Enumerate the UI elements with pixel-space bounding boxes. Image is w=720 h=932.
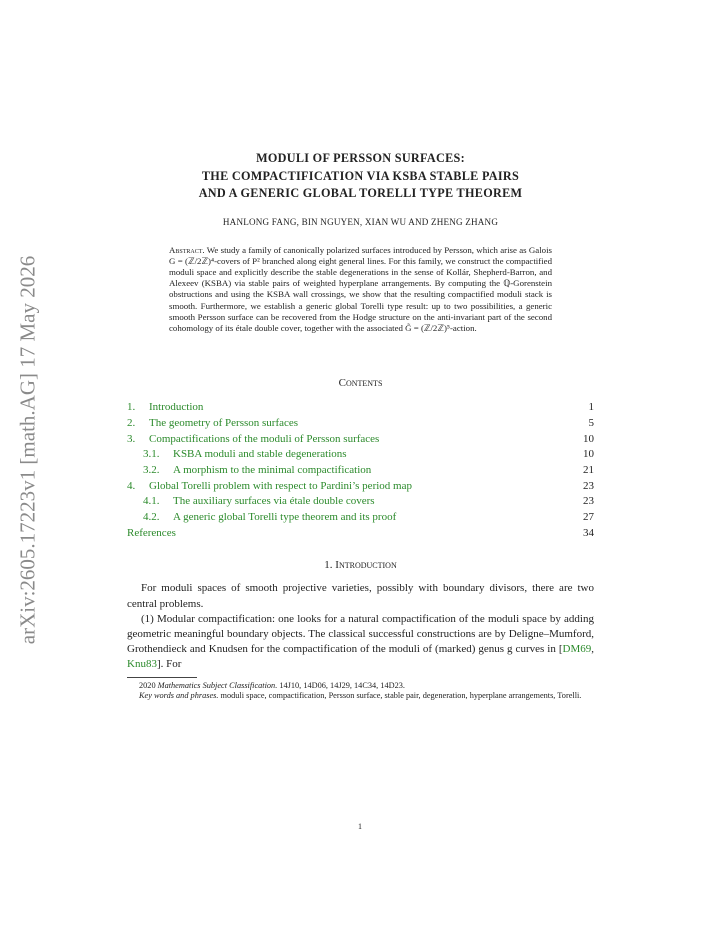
toc-entry-label: The geometry of Persson surfaces [149, 416, 299, 429]
toc-entry[interactable] [127, 416, 594, 432]
toc-entry-page: 5 [588, 416, 594, 429]
abstract [169, 245, 552, 335]
arxiv-identifier-text: arXiv:2605.17223v1 [math.AG] 17 May 2026 [15, 255, 40, 645]
abstract-label: Abstract. [169, 244, 205, 255]
page-number: 1 [358, 822, 362, 831]
toc-entry-title[interactable] [127, 479, 412, 495]
toc-entry-number: 3.2. [143, 463, 160, 476]
toc-entry[interactable] [127, 447, 594, 463]
paragraph-text: (1) Modular compactification: one looks for a natural compactification of the moduli space by adding geometric meaningful boundary objects. The classical successful constructions are by Deligne–Mumford, Grothendieck and Knudsen for the compactification of the moduli of (marked) genus g curves in [ [127, 612, 594, 656]
msc-codes: 14J10, 14D06, 14J29, 14C34, 14D23. [277, 680, 405, 690]
toc-entry-title[interactable] [143, 510, 396, 526]
paragraph-text: ]. For [156, 658, 182, 671]
body-text [127, 581, 594, 672]
toc-entry[interactable] [127, 526, 594, 542]
abstract-text: We study a family of canonically polarized surfaces introduced by Persson, which arise as Galois G = (ℤ/2ℤ)⁴-covers of P² branched along eight general lines. For this family, we construct the compactified moduli space and explicitly describe the stable degenerations in the sense of Kollár, Shepherd-Barron, and Alexeev (KSBA) via stable pairs of weighted hyperplane arrangements. By computing the ℚ-Gorenstein obstructions and using the KSBA wall crossings, we show that the resulting compactified moduli stack is smooth. Furthermore, we establish a generic global Torelli type result: up to two possibilities, a generic smooth Persson surface can be recovered from the Hodge structure on the anti-invariant part of the second cohomology of its étale double cover, together with the associated G̃ = (ℤ/2ℤ)⁵-action. [169, 244, 552, 333]
citation-link[interactable]: DM69 [562, 643, 592, 656]
toc-entry-page: 10 [583, 448, 594, 461]
section-title: Introduction [335, 559, 397, 572]
toc-entry-label: Introduction [149, 401, 204, 414]
paragraph [127, 612, 594, 673]
toc-entry-label: References [127, 526, 176, 539]
toc-entry-number: 4. [127, 479, 136, 492]
keywords-text: moduli space, compactification, Persson surface, stable pair, degeneration, hyperplane arrangements, Torelli. [218, 691, 582, 701]
toc-entry-label: Compactifications of the moduli of Persson surfaces [149, 432, 380, 445]
toc-entry-page: 21 [583, 463, 594, 476]
toc-entry-title[interactable] [143, 463, 371, 479]
paper-page [127, 150, 594, 702]
toc-entry-label: A generic global Torelli type theorem and its proof [173, 510, 397, 523]
table-of-contents [127, 400, 594, 541]
title-line-3: AND A GENERIC GLOBAL TORELLI TYPE THEOREM [198, 186, 523, 200]
toc-entry-label: Global Torelli problem with respect to Pardini’s period map [149, 479, 412, 492]
footnote-divider [127, 677, 197, 678]
authors: HANLONG FANG, BIN NGUYEN, XIAN WU AND ZHENG ZHANG [222, 216, 499, 227]
toc-entry[interactable] [127, 510, 594, 526]
citation-link[interactable]: Knu83 [127, 658, 157, 671]
toc-entry-page: 10 [583, 432, 594, 445]
toc-entry-label: A morphism to the minimal compactification [173, 463, 372, 476]
toc-entry[interactable] [127, 432, 594, 448]
toc-entry-label: KSBA moduli and stable degenerations [173, 448, 347, 461]
toc-entry-number: 1. [127, 401, 136, 414]
toc-entry-title[interactable] [127, 400, 203, 416]
toc-entry-page: 27 [583, 510, 594, 523]
toc-entry-page: 23 [583, 495, 594, 508]
toc-entry-number: 2. [127, 416, 136, 429]
toc-entry-number: 3. [127, 432, 136, 445]
toc-entry[interactable] [127, 400, 594, 416]
arxiv-identifier [14, 240, 42, 660]
contents-heading: Contents [338, 377, 383, 390]
toc-entry-number: 4.1. [143, 495, 160, 508]
section-number: 1. [324, 559, 333, 572]
title-line-2: THE COMPACTIFICATION VIA KSBA STABLE PAIRS [201, 168, 520, 183]
toc-entry-title[interactable] [127, 526, 176, 542]
toc-entry[interactable] [127, 479, 594, 495]
msc-label: Mathematics Subject Classification. [157, 680, 278, 690]
toc-entry-number: 4.2. [143, 510, 160, 523]
footnote [127, 681, 594, 702]
toc-entry-title[interactable] [127, 416, 298, 432]
toc-entry[interactable] [127, 494, 594, 510]
citation-separator: , [591, 643, 594, 656]
toc-entry-title[interactable] [127, 432, 379, 448]
toc-entry[interactable] [127, 463, 594, 479]
section-heading [127, 559, 594, 571]
paragraph: For moduli spaces of smooth projective varieties, possibly with boundary divisors, there are two central problems. [127, 582, 594, 610]
toc-entry-title[interactable] [143, 447, 347, 463]
title-line-1: MODULI OF PERSSON SURFACES: [256, 151, 465, 165]
keywords-label: Key words and phrases. [139, 691, 219, 701]
msc-prefix: 2020 [139, 680, 158, 690]
toc-entry-page: 23 [583, 479, 594, 492]
toc-entry-title[interactable] [143, 494, 375, 510]
toc-entry-label: The auxiliary surfaces via étale double covers [173, 495, 375, 508]
toc-entry-page: 34 [583, 526, 594, 539]
toc-entry-page: 1 [588, 401, 594, 414]
footnote-msc [127, 681, 594, 692]
toc-entry-number: 3.1. [143, 448, 160, 461]
footnote-keywords [127, 691, 594, 702]
paper-title [127, 150, 594, 203]
